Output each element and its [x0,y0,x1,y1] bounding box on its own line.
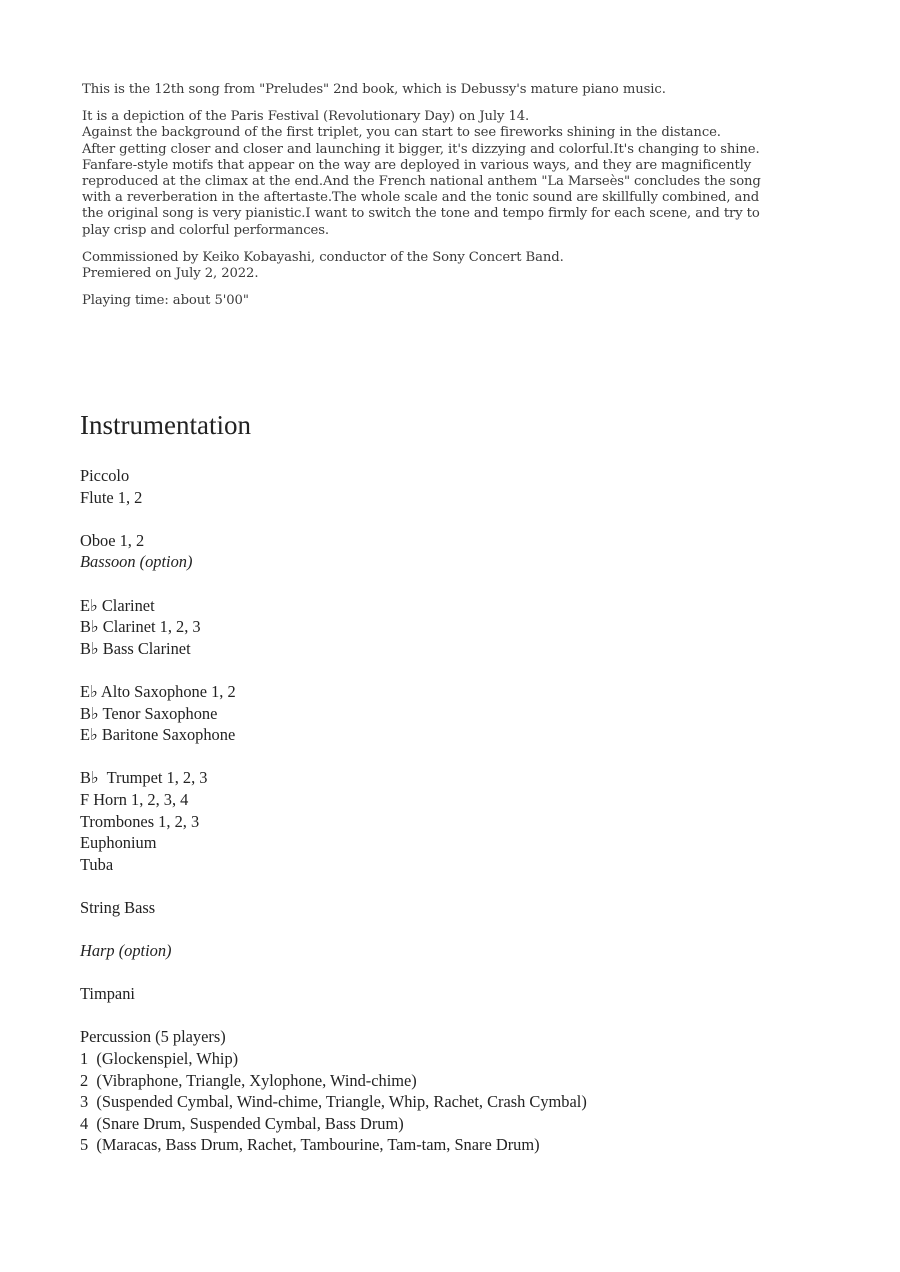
instrumentation-list [80,465,780,1156]
instrument-item: Flute 1, 2 [80,487,143,507]
intro-paragraph-2 [82,109,762,239]
instrument-item: F Horn 1, 2, 3, 4 [80,789,189,809]
instrument-item: E♭ Alto Saxophone 1, 2 [80,681,236,701]
intro-paragraph-1 [82,82,762,98]
group-spacer [80,573,780,595]
intro-line: Against the background of the first triplet, you can start to see fireworks shining in the distance. [82,125,721,141]
instrumentation-heading: Instrumentation [80,410,251,440]
intro-line: Commissioned by Keiko Kobayashi, conductor of the Sony Concert Band. [82,249,564,265]
percussion-player: 5 (Maracas, Bass Drum, Rachet, Tambourine, Tam-tam, Snare Drum) [80,1135,540,1155]
instrument-item: Euphonium [80,833,157,853]
program-notes [82,82,762,320]
instrument-item: E♭ Clarinet [80,595,155,615]
instrument-item: B♭ Tenor Saxophone [80,703,218,723]
intro-line: Fanfare-style motifs that appear on the way are deployed in various ways, and they are magnificently [82,157,752,173]
intro-line: After getting closer and closer and launching it bigger, it's dizzying and colorful.It's changing to shine. [82,141,760,157]
instrument-item: Oboe 1, 2 [80,530,145,550]
group-spacer [80,508,780,530]
percussion-player: 3 (Suspended Cymbal, Wind-chime, Triangle, Whip, Rachet, Crash Cymbal) [80,1092,587,1112]
instrument-item: E♭ Baritone Saxophone [80,725,236,745]
instrument-item-optional: Harp (option) [80,941,172,961]
intro-line: play crisp and colorful performances. [82,222,330,238]
intro-line: the original song is very pianistic.I want to switch the tone and tempo firmly for each scene, and try to [82,206,760,222]
instrument-item: Timpani [80,984,135,1004]
intro-line: It is a depiction of the Paris Festival (Revolutionary Day) on July 14. [82,109,530,125]
instrument-item: Trombones 1, 2, 3 [80,811,200,831]
percussion-player: 2 (Vibraphone, Triangle, Xylophone, Wind-chime) [80,1070,417,1090]
percussion-title: Percussion (5 players) [80,1027,226,1047]
playing-time: Playing time: about 5'00" [82,293,249,309]
intro-line: Premiered on July 2, 2022. [82,266,259,282]
intro-line: This is the 12th song from "Preludes" 2nd book, which is Debussy's mature piano music. [82,82,666,97]
instrument-item: B♭ Clarinet 1, 2, 3 [80,617,201,637]
instrument-item-optional: Bassoon (option) [80,552,193,572]
group-spacer [80,962,780,984]
intro-paragraph-3 [82,250,762,282]
group-spacer [80,1005,780,1027]
instrument-item: String Bass [80,897,156,917]
percussion-player: 1 (Glockenspiel, Whip) [80,1049,239,1069]
intro-line: reproduced at the climax at the end.And the French national anthem "La Marseès" concludes the song [82,174,761,190]
percussion-player: 4 (Snare Drum, Suspended Cymbal, Bass Drum) [80,1113,404,1133]
instrument-item: B♭ Bass Clarinet [80,638,191,658]
intro-paragraph-4 [82,293,762,309]
group-spacer [80,659,780,681]
group-spacer [80,918,780,940]
instrument-item: B♭ Trumpet 1, 2, 3 [80,768,208,788]
group-spacer [80,746,780,768]
instrument-item: Tuba [80,854,114,874]
intro-line: with a reverberation in the aftertaste.The whole scale and the tonic sound are skillfully combined, and [82,190,760,206]
group-spacer [80,875,780,897]
instrument-item: Piccolo [80,466,130,485]
